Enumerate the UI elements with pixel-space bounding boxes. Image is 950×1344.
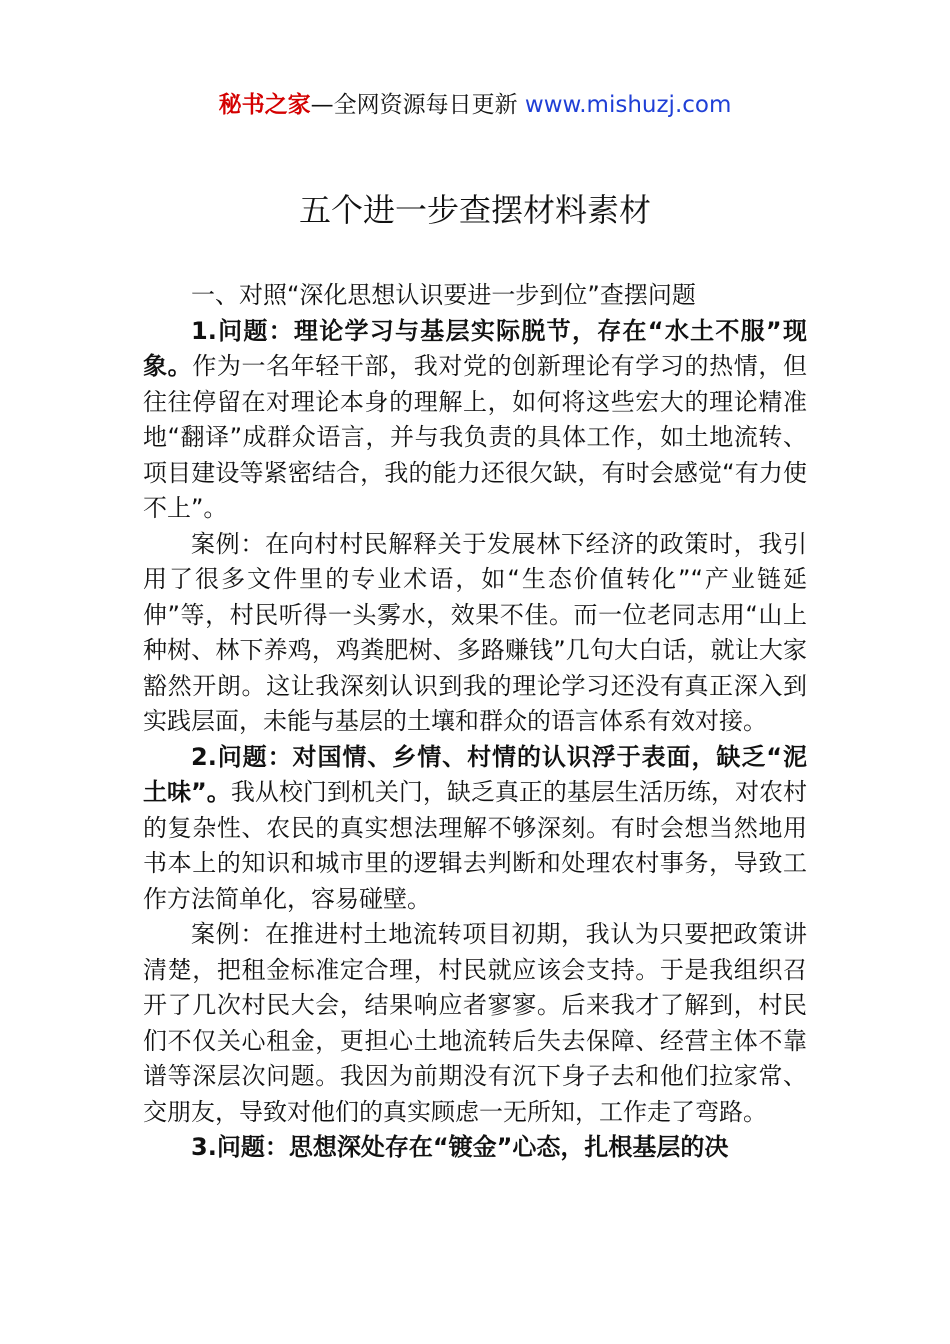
document-body: [143, 278, 807, 1166]
case-paragraph-2: 案例：在推进村土地流转项目初期，我认为只要把政策讲清楚，把租金标准定合理，村民就应该会支持。于是我组织召开了几次村民大会，结果响应者寥寥。后来我才了解到，村民们不仅关心租金，更担心土地流转后失去保障、经营主体不靠谱等深层次问题。我因为前期没有沉下身子去和他们拉家常、交朋友，导致对他们的真实顾虑一无所知，工作走了弯路。: [143, 920, 807, 1126]
site-header: [0, 88, 950, 122]
section-heading: 一、对照“深化思想认识要进一步到位”查摆问题: [191, 281, 696, 309]
document-title: 五个进一步查摆材料素材: [298, 191, 651, 229]
problem-text-1: 作为一名年轻干部，我对党的创新理论有学习的热情，但往往停留在对理论本身的理解上，如何将这些宏大的理论精准地“翻译”成群众语言，并与我负责的具体工作，如土地流转、项目建设等紧密结合，我的能力还很欠缺，有时会感觉“有力使不上”。: [143, 352, 808, 522]
problem-text-2: 我从校门到机关门，缺乏真正的基层生活历练，对农村的复杂性、农民的真实想法理解不够深刻。有时会想当然地用书本上的知识和城市里的逻辑去判断和处理农村事务，导致工作方法简单化，容易碰壁。: [143, 778, 807, 913]
brand-name: 秘书之家: [218, 92, 311, 118]
header-tagline: —全网资源每日更新: [310, 92, 525, 118]
problem-title-2: 2.问题：对国情、乡情、村情的认识浮于表面，缺乏“泥土味”。: [143, 742, 807, 806]
problem-paragraph-3: [143, 1130, 807, 1166]
problem-paragraph-1: [143, 314, 807, 527]
case-paragraph-1: 案例：在向村村民解释关于发展林下经济的政策时，我引用了很多文件里的专业术语，如“生态价值转化”“产业链延伸”等，村民听得一头雾水，效果不佳。而一位老同志用“山上种树、林下养鸡，鸡粪肥树、多路赚钱”几句大白话，就让大家豁然开朗。这让我深刻认识到我的理论学习还没有真正深入到实践层面，未能与基层的土壤和群众的语言体系有效对接。: [143, 529, 807, 735]
site-url-link[interactable]: www.mishuzj.com: [524, 92, 732, 118]
problem-title-1: 1.问题：理论学习与基层实际脱节，存在“水土不服”现象。: [143, 316, 807, 380]
problem-paragraph-2: [143, 740, 807, 918]
problem-title-3: 3.问题：思想深处存在“镀金”心态，扎根基层的决: [191, 1133, 729, 1161]
